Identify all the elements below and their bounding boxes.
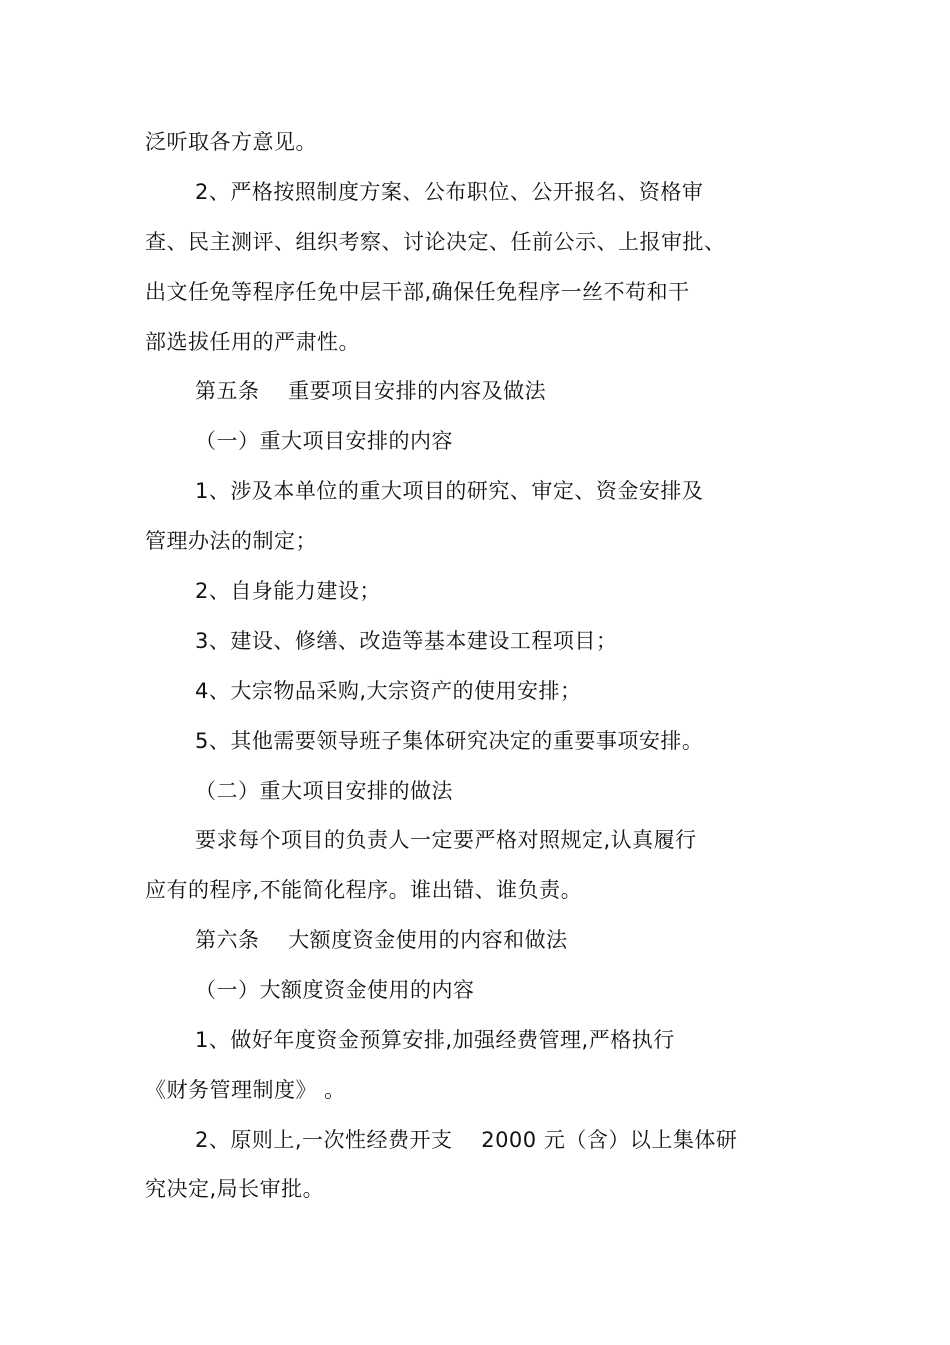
- paragraph-line: 究决定,局长审批。: [145, 1177, 325, 1201]
- paragraph-line: 1、涉及本单位的重大项目的研究、审定、资金安排及: [195, 479, 704, 503]
- paragraph-line: 应有的程序,不能简化程序。谁出错、谁负责。: [145, 878, 583, 902]
- paragraph-line: 1、做好年度资金预算安排,加强经费管理,严格执行: [195, 1028, 675, 1052]
- paragraph-line: 3、建设、修缮、改造等基本建设工程项目；: [195, 629, 618, 653]
- paragraph-line: 查、民主测评、组织考察、讨论决定、任前公示、上报审批、: [145, 230, 726, 254]
- article-heading: 第五条 重要项目安排的内容及做法: [195, 379, 547, 403]
- section-heading: （一）重大项目安排的内容: [195, 429, 453, 453]
- section-heading: （二）重大项目安排的做法: [195, 779, 453, 803]
- paragraph-line: 要求每个项目的负责人一定要严格对照规定,认真履行: [195, 828, 697, 852]
- paragraph-line: 5、其他需要领导班子集体研究决定的重要事项安排。: [195, 729, 704, 753]
- paragraph-line: 2、自身能力建设；: [195, 579, 381, 603]
- paragraph-line: 部选拔任用的严肃性。: [145, 330, 360, 354]
- paragraph-line: 2、严格按照制度方案、公布职位、公开报名、资格审: [195, 180, 704, 204]
- paragraph-line: 《财务管理制度》 。: [145, 1078, 346, 1102]
- paragraph-line: 泛听取各方意见。: [145, 130, 317, 154]
- section-heading: （一）大额度资金使用的内容: [195, 978, 475, 1002]
- paragraph-line: 4、大宗物品采购,大宗资产的使用安排；: [195, 679, 582, 703]
- article-heading: 第六条 大额度资金使用的内容和做法: [195, 928, 568, 952]
- paragraph-line: 出文任免等程序任免中层干部,确保任免程序一丝不苟和干: [145, 280, 690, 304]
- paragraph-line: 管理办法的制定；: [145, 529, 317, 553]
- paragraph-line: 2、原则上,一次性经费开支 2000 元（含）以上集体研: [195, 1128, 738, 1152]
